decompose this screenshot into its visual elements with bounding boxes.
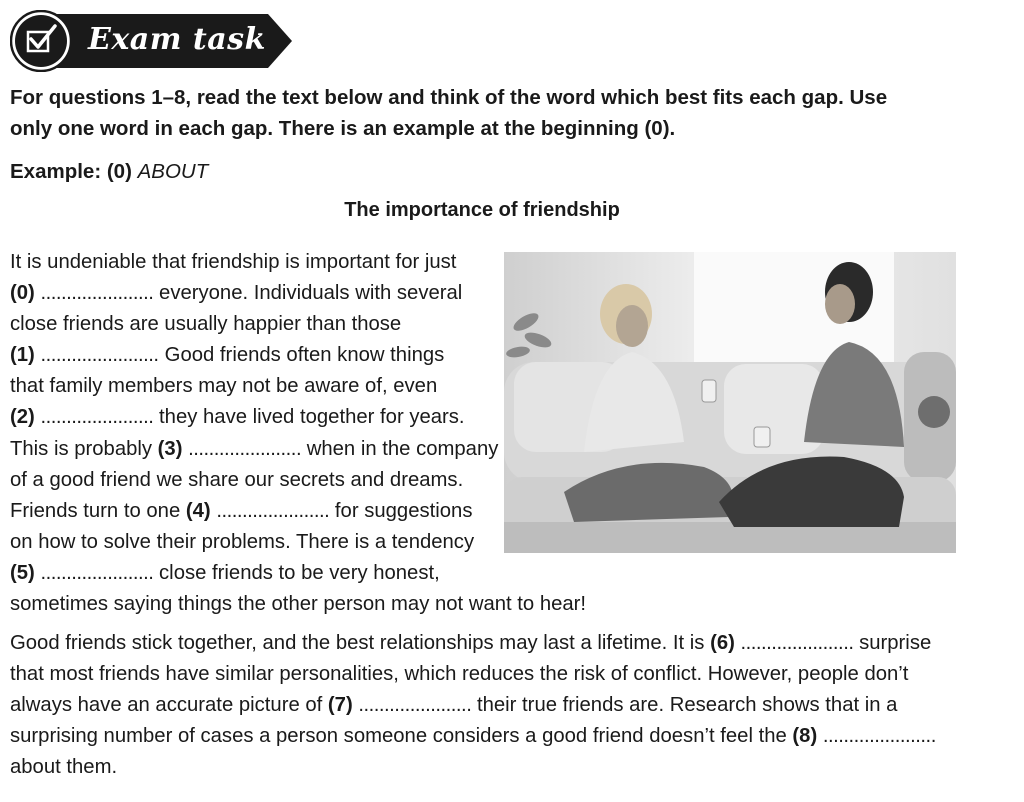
header-title: Exam task bbox=[88, 22, 266, 57]
line-text: This is probably bbox=[10, 437, 158, 460]
question-number: (5) bbox=[10, 561, 35, 584]
line-text: sometimes saying things the other person may not want to hear! bbox=[10, 593, 587, 616]
answer-gap[interactable]: ...................... bbox=[40, 282, 154, 305]
line-text: surprising number of cases a person someone considers a good friend doesn’t feel the bbox=[10, 725, 793, 748]
paragraph-2 bbox=[10, 628, 1010, 783]
example-answer: ABOUT bbox=[137, 160, 209, 183]
line-text: close friends to be very honest, bbox=[153, 561, 440, 584]
line-text: on how to solve their problems. There is a tendency bbox=[10, 530, 475, 553]
answer-gap[interactable]: ...................... bbox=[216, 499, 330, 522]
paragraph2-line bbox=[10, 752, 1010, 783]
line-text: of a good friend we share our secrets and dreams. bbox=[10, 468, 464, 491]
example-label: Example: (0) bbox=[10, 160, 132, 183]
answer-gap[interactable]: ...................... bbox=[822, 725, 936, 748]
line-text: Good friends stick together, and the best relationships may last a lifetime. It is bbox=[10, 632, 711, 654]
question-number: (2) bbox=[10, 406, 35, 429]
paragraph1-line bbox=[10, 589, 620, 620]
answer-gap[interactable]: ...................... bbox=[40, 406, 154, 429]
instructions-line-2: only one word in each gap. There is an example at the beginning (0). bbox=[10, 117, 676, 140]
line-text: surprise bbox=[853, 632, 932, 654]
example-line bbox=[10, 160, 208, 184]
line-text: for suggestions bbox=[329, 499, 473, 522]
line-text: It is undeniable that friendship is important for just bbox=[10, 251, 457, 273]
paragraph2-line bbox=[10, 721, 1010, 752]
question-number: (8) bbox=[792, 725, 818, 748]
line-text: always have an accurate picture of bbox=[10, 694, 328, 717]
paragraph2-line bbox=[10, 659, 1010, 690]
answer-gap[interactable]: ...................... bbox=[358, 694, 472, 717]
paragraph2-line bbox=[10, 628, 1010, 659]
text-title: The importance of friendship bbox=[344, 199, 620, 221]
line-text: they have lived together for years. bbox=[153, 406, 465, 429]
paragraph2-line bbox=[10, 690, 1010, 721]
line-text: close friends are usually happier than those bbox=[10, 313, 402, 336]
line-text: Friends turn to one bbox=[10, 499, 186, 522]
answer-gap[interactable]: ...................... bbox=[740, 632, 854, 654]
answer-gap[interactable]: ...................... bbox=[40, 344, 154, 367]
line-text: that most friends have similar personalities, which reduces the risk of conflict. However, people don’t bbox=[10, 663, 909, 686]
line-text: . Good friends often know things bbox=[153, 344, 445, 367]
question-number: (0) bbox=[10, 282, 35, 305]
question-number: (7) bbox=[327, 694, 353, 717]
instructions-line-1: For questions 1–8, read the text below and think of the word which best fits each gap. Use bbox=[10, 86, 888, 109]
answer-gap[interactable]: ...................... bbox=[188, 437, 302, 460]
line-text: everyone. Individuals with several bbox=[153, 282, 463, 305]
line-text: about them. bbox=[10, 756, 118, 779]
answer-gap[interactable]: ...................... bbox=[40, 561, 154, 584]
two-friends-on-sofa-photo bbox=[504, 252, 956, 553]
question-number: (3) bbox=[157, 437, 183, 460]
question-number: (1) bbox=[10, 344, 35, 367]
question-number: (6) bbox=[710, 632, 735, 654]
instructions bbox=[10, 82, 970, 144]
question-number: (4) bbox=[185, 499, 211, 522]
exam-task-header bbox=[10, 10, 300, 72]
line-text: their true friends are. Research shows that in a bbox=[471, 694, 898, 717]
line-text: that family members may not be aware of, even bbox=[10, 375, 438, 398]
paragraph1-line bbox=[10, 558, 620, 589]
line-text: when in the company bbox=[301, 437, 499, 460]
